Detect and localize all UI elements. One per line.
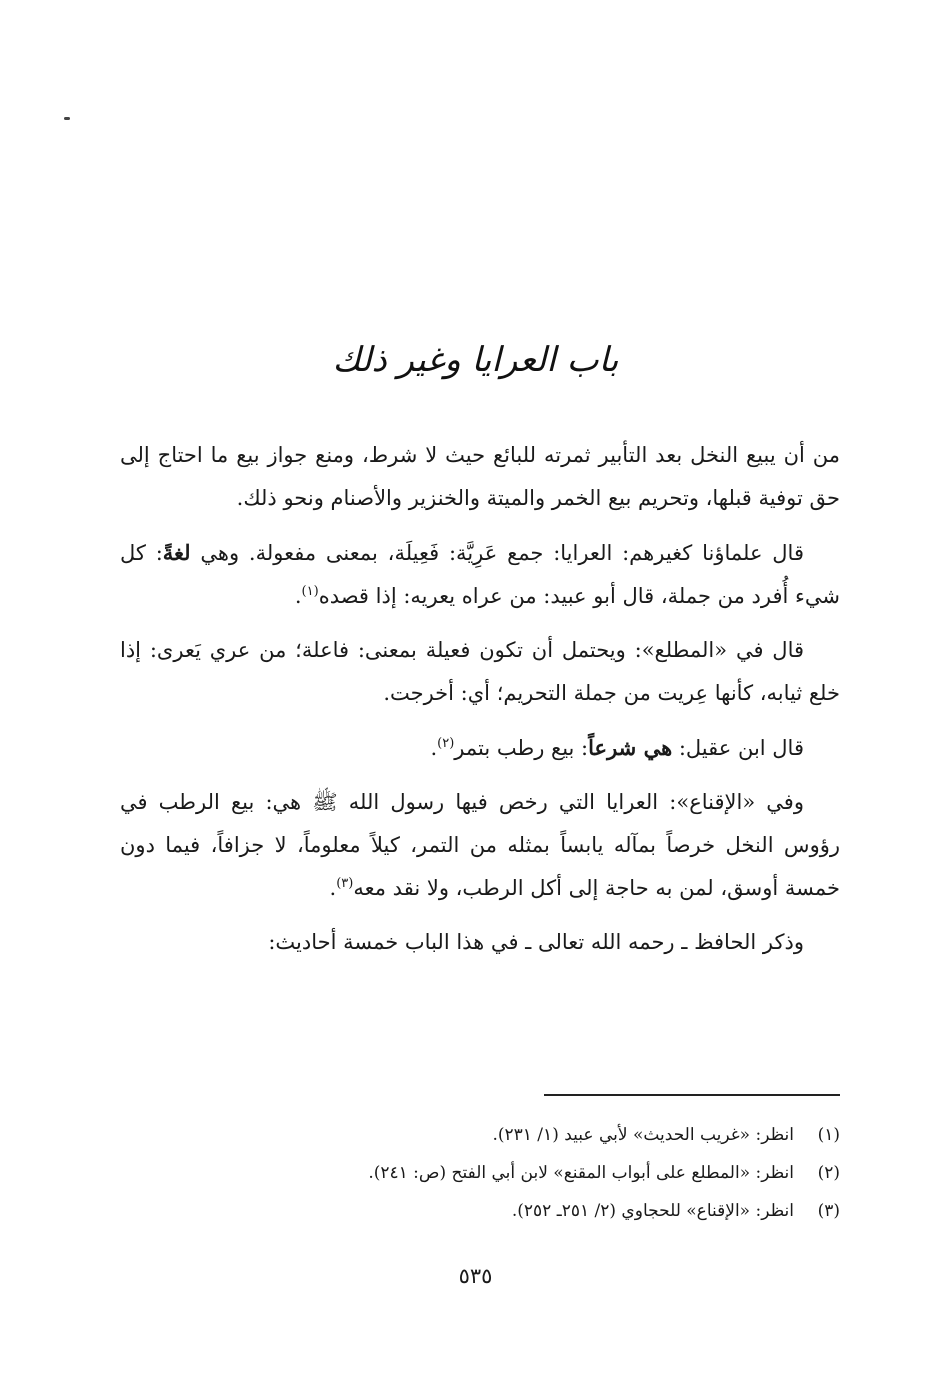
footnote-separator: [544, 1094, 840, 1096]
paragraph-mutla: [120, 629, 840, 715]
page-number: ٥٣٥: [458, 1264, 493, 1288]
paragraph-text: وفي «الإقناع»: العرايا التي رخص فيها رسول الله ﷺ هي: بيع الرطب في رؤوس النخل خرصاً بمآله يابساً بمثله من التمر، كيلاً معلوماً، لا جزافاً، فيما دون خمسة أوسق، لمن به حاجة إلى أكل الرطب، ولا نقد معه: [120, 790, 840, 900]
main-text: [120, 434, 840, 975]
bold-term: هي شرعاً: [588, 735, 673, 760]
paragraph-text: من أن يبيع النخل بعد التأبير ثمرته للبائع حيث لا شرط، ومنع جواز بيع ما احتاج إلى حق توفية قبلها، وتحريم بيع الخمر والميتة والخنزير والأصنام ونحو ذلك.: [120, 443, 840, 510]
paragraph-text: : بيع رطب بتمر: [454, 736, 589, 760]
paragraph-ibn-aqil: [120, 726, 840, 770]
paragraph-end: .: [294, 584, 302, 608]
paragraph-text: قال في «المطلع»: ويحتمل أن تكون فعيلة بمعنى: فاعلة؛ من عري يَعرى: إذا خلع ثيابه، كأنها عِريت من جملة التحريم؛ أي: أخرجت.: [120, 638, 840, 705]
footnote-number: (١): [817, 1125, 840, 1145]
footnote-ref: (١): [301, 584, 319, 599]
scan-speck: [64, 117, 70, 120]
paragraph-end: .: [329, 876, 337, 900]
paragraph-intro: [120, 434, 840, 520]
footnote-text: انظر: «الإقناع» للحجاوي (٢/ ٢٥١ـ ٢٥٢).: [511, 1201, 794, 1221]
paragraph-text: : كل شيء أُفرد من جملة، قال أبو عبيد: من عراه يعريه: إذا قصده: [120, 541, 840, 608]
footnote-ref: (٣): [336, 876, 354, 891]
footnote-number: (٢): [817, 1163, 840, 1183]
footnote-text: انظر: «غريب الحديث» لأبي عبيد (١/ ٢٣١).: [492, 1125, 794, 1145]
paragraph-iqna: [120, 781, 840, 910]
paragraph-text: قال علماؤنا كغيرهم: العرايا: جمع عَرِيَّة: فَعِيلَة، بمعنى مفعولة. وهي: [190, 541, 804, 565]
footnote-ref: (٢): [437, 736, 455, 751]
paragraph-end: .: [430, 736, 438, 760]
paragraph-text: وذكر الحافظ ـ رحمه الله تعالى ـ في هذا الباب خمسة أحاديث:: [268, 930, 804, 954]
paragraph-definition: [120, 531, 840, 618]
footnotes: [120, 1116, 840, 1230]
paragraph-text: قال ابن عقيل:: [672, 736, 804, 760]
footnote-text: انظر: «المطلع على أبواب المقنع» لابن أبي الفتح (ص: ٢٤١).: [368, 1163, 794, 1183]
footnote-3: [120, 1192, 840, 1230]
footnote-number: (٣): [817, 1201, 840, 1221]
chapter-title: باب العرايا وغير ذلك: [332, 340, 619, 380]
bold-term: لغةً: [162, 540, 191, 565]
footnote-2: [120, 1154, 840, 1192]
footnote-1: [120, 1116, 840, 1154]
paragraph-hafiz: [120, 921, 840, 964]
